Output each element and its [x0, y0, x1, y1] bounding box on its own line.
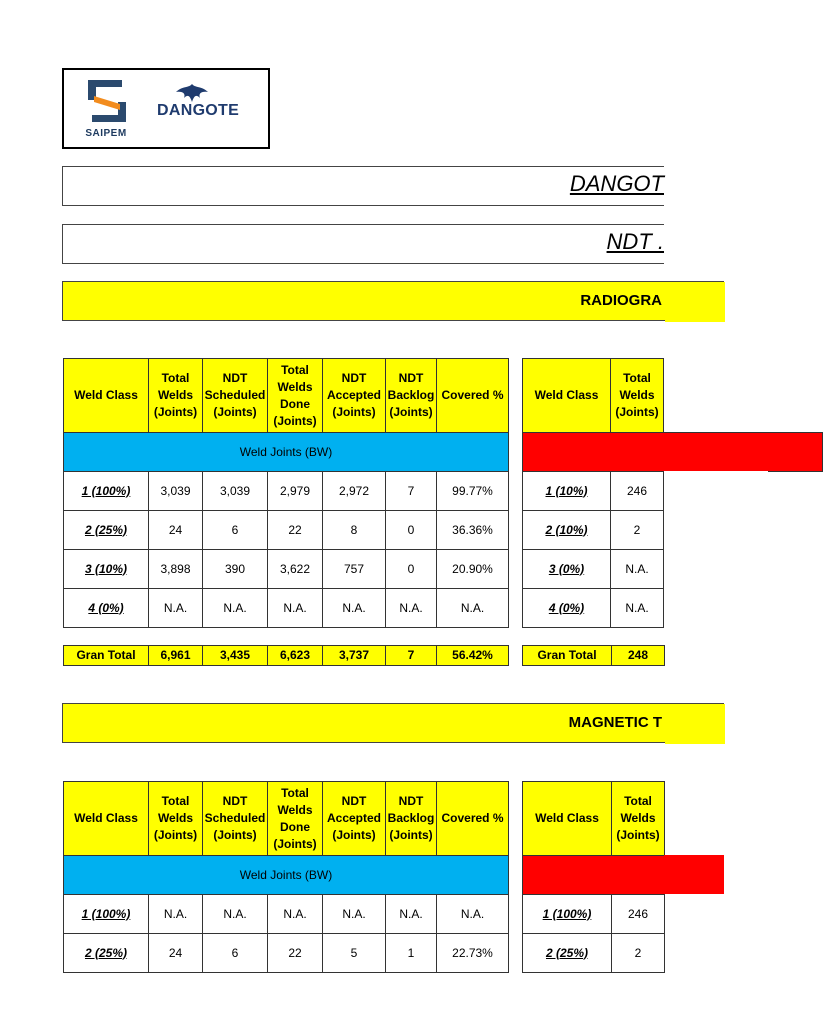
- table-cell: N.A.: [149, 589, 203, 628]
- table-row: [64, 472, 509, 511]
- table-cell: 99.77%: [437, 472, 509, 511]
- header-ndt-accepted: NDT Accepted (Joints): [323, 359, 386, 433]
- radiography-section-bar: [62, 281, 724, 321]
- table-cell: 246: [612, 895, 665, 934]
- table-cell: 3,039: [149, 472, 203, 511]
- weld-joints-band: Weld Joints (BW): [64, 433, 509, 472]
- saipem-logo-text: SAIPEM: [85, 128, 127, 139]
- table-cell: 24: [149, 511, 203, 550]
- logo-box: [62, 68, 270, 149]
- header-covered: Covered %: [437, 782, 509, 856]
- header-weld-class: Weld Class: [64, 359, 149, 433]
- radiography-section-title: RADIOGRA: [580, 292, 662, 309]
- total-cell: 3,737: [323, 646, 386, 666]
- header-ndt-backlog: NDT Backlog (Joints): [386, 359, 437, 433]
- magnetic-section-bar: [62, 703, 724, 743]
- header-ndt-scheduled: NDT Scheduled (Joints): [203, 782, 268, 856]
- header-weld-class: Weld Class: [523, 782, 612, 856]
- table-row: [64, 589, 509, 628]
- table-cell: 22.73%: [437, 934, 509, 973]
- mt-tables-wrap: [63, 781, 768, 960]
- header-total-welds-done: Total Welds Done (Joints): [268, 782, 323, 856]
- table-row: [64, 550, 509, 589]
- table-cell: 390: [203, 550, 268, 589]
- saipem-logo-icon: [84, 78, 130, 124]
- table-cell: N.A.: [203, 895, 268, 934]
- table-cell: 7: [386, 472, 437, 511]
- dangote-eagle-icon: [172, 82, 212, 104]
- table-cell: 2,979: [268, 472, 323, 511]
- red-band-extension: [664, 855, 724, 894]
- dangote-logo-text: DANGOTE: [157, 102, 240, 119]
- table-cell: 8: [323, 511, 386, 550]
- header-covered: Covered %: [437, 359, 509, 433]
- table-cell: N.A.: [386, 589, 437, 628]
- weld-class-cell: 1 (10%): [523, 472, 611, 511]
- weld-class-cell: 4 (0%): [64, 589, 149, 628]
- table-cell: 6: [203, 511, 268, 550]
- weld-class-cell: 3 (0%): [523, 550, 611, 589]
- weld-class-cell: 1 (100%): [64, 895, 149, 934]
- weld-class-cell: 2 (10%): [523, 511, 611, 550]
- table-cell: 6: [203, 934, 268, 973]
- total-cell: 7: [386, 646, 437, 666]
- table-cell: 22: [268, 934, 323, 973]
- weld-class-cell: 2 (25%): [64, 511, 149, 550]
- red-band: [523, 856, 665, 895]
- table-row: [523, 895, 665, 934]
- weld-class-cell: 4 (0%): [523, 589, 611, 628]
- table-cell: 757: [323, 550, 386, 589]
- table-cell: N.A.: [611, 550, 664, 589]
- table-cell: 2,972: [323, 472, 386, 511]
- header-ndt-scheduled: NDT Scheduled (Joints): [203, 359, 268, 433]
- sub-title-box: [62, 224, 664, 264]
- table-cell: N.A.: [268, 589, 323, 628]
- table-cell: 3,898: [149, 550, 203, 589]
- table-cell: N.A.: [386, 895, 437, 934]
- table-cell: 246: [611, 472, 664, 511]
- table-cell: 24: [149, 934, 203, 973]
- weld-joints-band: Weld Joints (BW): [64, 856, 509, 895]
- table-cell: 0: [386, 511, 437, 550]
- table-cell: 22: [268, 511, 323, 550]
- table-cell: 2: [612, 934, 665, 973]
- main-title-box: [62, 166, 664, 206]
- total-cell: 6,961: [149, 646, 203, 666]
- table-cell: N.A.: [437, 895, 509, 934]
- table-cell: 3,039: [203, 472, 268, 511]
- header-total-welds-done: Total Welds Done (Joints): [268, 359, 323, 433]
- table-cell: N.A.: [437, 589, 509, 628]
- total-cell: 248: [612, 646, 665, 666]
- magnetic-section-title: MAGNETIC T: [568, 714, 662, 731]
- rt-secondary-total-row: [522, 645, 665, 666]
- table-cell: N.A.: [268, 895, 323, 934]
- header-weld-class: Weld Class: [64, 782, 149, 856]
- rt-total-row: [63, 645, 509, 666]
- table-cell: 36.36%: [437, 511, 509, 550]
- header-total-welds: Total Welds (Joints): [612, 782, 665, 856]
- table-row: [523, 934, 665, 973]
- header-ndt-accepted: NDT Accepted (Joints): [323, 782, 386, 856]
- main-title: DANGOT: [569, 171, 664, 196]
- weld-class-cell: 3 (10%): [64, 550, 149, 589]
- table-cell: N.A.: [323, 589, 386, 628]
- weld-class-cell: 1 (100%): [64, 472, 149, 511]
- table-cell: N.A.: [203, 589, 268, 628]
- table-cell: 3,622: [268, 550, 323, 589]
- total-cell: 56.42%: [437, 646, 509, 666]
- mt-secondary-table: [522, 781, 665, 973]
- total-cell: 3,435: [203, 646, 268, 666]
- table-cell: 5: [323, 934, 386, 973]
- table-row: [64, 934, 509, 973]
- total-cell: 6,623: [268, 646, 323, 666]
- header-weld-class: Weld Class: [523, 359, 611, 433]
- mt-main-table: [63, 781, 509, 973]
- total-label: Gran Total: [523, 646, 612, 666]
- table-cell: 1: [386, 934, 437, 973]
- table-row: [64, 895, 509, 934]
- table-cell: N.A.: [149, 895, 203, 934]
- total-label: Gran Total: [64, 646, 149, 666]
- weld-class-cell: 1 (100%): [523, 895, 612, 934]
- header-total-welds: Total Welds (Joints): [149, 782, 203, 856]
- table-row: [64, 511, 509, 550]
- rt-main-table: [63, 358, 509, 628]
- weld-class-cell: 2 (25%): [64, 934, 149, 973]
- table-cell: 2: [611, 511, 664, 550]
- table-cell: 20.90%: [437, 550, 509, 589]
- header-total-welds: Total Welds (Joints): [611, 359, 664, 433]
- weld-class-cell: 2 (25%): [523, 934, 612, 973]
- table-cell: N.A.: [323, 895, 386, 934]
- table-cell: 0: [386, 550, 437, 589]
- table-cell: N.A.: [611, 589, 664, 628]
- header-ndt-backlog: NDT Backlog (Joints): [386, 782, 437, 856]
- sub-title: NDT .: [606, 229, 664, 254]
- header-total-welds: Total Welds (Joints): [149, 359, 203, 433]
- red-band: [523, 433, 823, 472]
